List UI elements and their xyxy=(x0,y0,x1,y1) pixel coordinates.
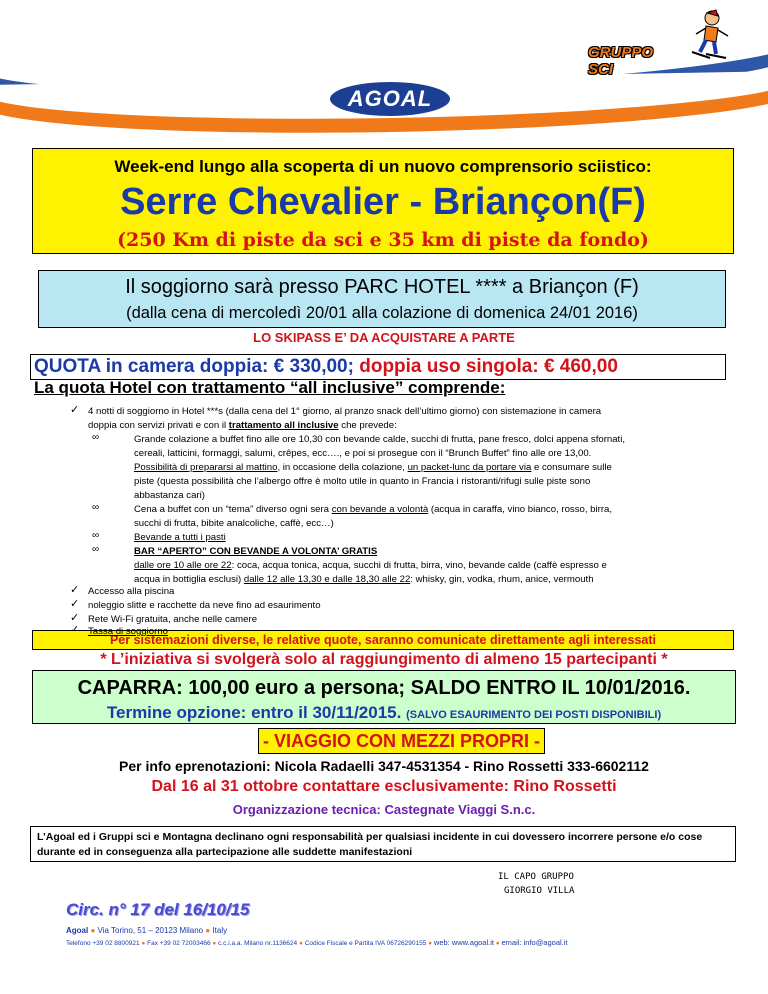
list-item: noleggio slitte e racchette da neve fino ad esaurimento xyxy=(88,600,321,611)
main-title: Serre Chevalier - Briançon(F) xyxy=(120,181,646,223)
sub-item-cont xyxy=(134,559,730,587)
skipass-note: LO SKIPASS E’ DA ACQUISTARE A PARTE xyxy=(253,330,515,345)
subtitle: Week-end lungo alla scoperta di un nuovo comprensorio sciistico: xyxy=(114,157,652,176)
list-item: Rete Wi-Fi gratuita, anche nelle camere xyxy=(88,614,258,625)
text: , in occasione della colazione, xyxy=(277,462,408,473)
text: (SALVO ESAURIMENTO DEI POSTI DISPONIBILI) xyxy=(406,709,662,721)
text: succhi di frutta, bibite analcoliche, caffè, ecc…) xyxy=(134,518,334,529)
text-mixed xyxy=(134,503,726,517)
footer-cciaa: c.c.i.a.a. Milano nr.1136624 xyxy=(218,940,298,947)
travel-note: - VIAGGIO CON MEZZI PROPRI - xyxy=(258,728,545,754)
quota-line xyxy=(34,356,618,378)
text-mixed xyxy=(134,573,730,587)
text: (acqua in caraffa, vino bianco, rosso, birra, xyxy=(428,504,613,515)
contact-info: Per info eprenotazioni: Nicola Radaelli 347-4531354 - Rino Rossetti 333-6602112 xyxy=(119,758,649,774)
diverse-note: Per sistemazioni diverse, le relative quote, saranno comunicate direttamente agli interessati xyxy=(32,630,734,650)
text: acqua in bottiglia esclusi) xyxy=(134,574,244,585)
header xyxy=(0,0,768,140)
min-participants-note: * L’iniziativa si svolgerà solo al raggiungimento di almeno 15 partecipanti * xyxy=(100,651,668,668)
payment-box xyxy=(32,670,736,724)
bullet-icon: ∞ xyxy=(92,544,100,555)
contact-exclusive: Dal 16 al 31 ottobre contattare esclusivamente: Rino Rossetti xyxy=(151,778,617,795)
price-single: € 460,00 xyxy=(543,356,618,377)
signature-name: GIORGIO VILLA xyxy=(504,886,575,896)
piste-info: (250 Km di piste da sci e 35 km di piste da fondo) xyxy=(117,229,649,251)
text: Termine opzione: entro il 30/11/2015. xyxy=(106,703,407,722)
single-label: doppia uso singola: xyxy=(353,356,544,377)
skier-icon xyxy=(676,6,736,66)
text-mixed xyxy=(134,461,726,475)
footer-email-link[interactable]: email: info@agoal.it xyxy=(501,938,568,947)
text: che prevede: xyxy=(338,420,397,431)
footer-street: Via Torino, 51 – 20123 Milano xyxy=(97,926,204,935)
quota-sep: ; xyxy=(347,356,354,377)
option-line xyxy=(33,703,735,723)
check-icon: ✓ xyxy=(70,598,80,610)
sub-item xyxy=(134,503,726,531)
dates-line: (dalla cena di mercoledì 20/01 alla colazione di domenica 24/01 2016) xyxy=(126,304,638,322)
list-item: Accesso alla piscina xyxy=(88,586,175,597)
price-double: € 330,00 xyxy=(273,356,348,377)
footer-cf: Codice Fiscale e Partita IVA 06726290155 xyxy=(304,940,427,947)
text: : coca, acqua tonica, acqua, succhi di frutta, birra, vino, bevande calde (caffè espresso e xyxy=(231,560,607,571)
text: cereali, latticini, formaggi, salumi, crêpes, ecc…., e poi si prosegue con il “Brunch Buffet” fino alle ore 13,00. xyxy=(134,448,592,459)
text: : whisky, gin, vodka, rhum, anice, vermouth xyxy=(410,574,594,585)
footer-address: Agoal ● Via Torino, 51 – 20123 Milano ● Italy xyxy=(66,926,228,935)
sub-item: BAR “APERTO” CON BEVANDE A VOLONTA’ GRATIS xyxy=(134,546,378,557)
organizer: Organizzazione tecnica: Castegnate Viaggi S.n.c. xyxy=(232,802,536,817)
text: abbastanza cari) xyxy=(134,490,205,501)
signature-title: IL CAPO GRUPPO xyxy=(498,872,574,882)
title-box xyxy=(32,148,734,254)
text-underlined: trattamento all inclusive xyxy=(228,420,339,431)
footer-contacts: Telefono +39 02 8800921 ● Fax +39 02 72003466 ● c.c.i.a.a. Milano nr.1136624 ● Codice Fiscale e Partita IVA 06726290155 ● web: www.agoal.it ● email: info@agoal.it xyxy=(66,938,568,947)
sub-item xyxy=(134,433,726,503)
text-underlined: dalle ore 10 alle ore 22 xyxy=(134,560,232,571)
text: Cena a buffet con un “tema” diverso ogni sera xyxy=(134,504,332,515)
text-underlined: con bevande a volontà xyxy=(331,504,429,515)
hotel-line: Il soggiorno sarà presso PARC HOTEL **** a Briançon (F) xyxy=(125,276,639,298)
text: Grande colazione a buffet fino alle ore 10,30 con bevande calde, succhi di frutta, pane fresco, dolci appena sfornati, xyxy=(134,434,626,445)
circular-number: Circ. n° 17 del 16/10/15 xyxy=(66,900,250,919)
footer-country: Italy xyxy=(212,926,228,935)
footer-tel: Telefono +39 02 8800921 xyxy=(66,940,140,947)
list-item: Tassa di soggiorno xyxy=(88,626,168,637)
caparra-line: CAPARRA: 100,00 euro a persona; SALDO ENTRO IL 10/01/2016. xyxy=(77,677,691,699)
quota-label: QUOTA in camera doppia: xyxy=(34,356,274,377)
disclaimer: L’Agoal ed i Gruppi sci e Montagna declinano ogni responsabilità per qualsiasi incidente in cui dovessero incorrere persone e/o cose durante ed in conseguenza alla partecipazione alle suddette manifestazioni xyxy=(30,826,736,862)
signature xyxy=(498,870,574,898)
footer-fax: Fax +39 02 72003466 xyxy=(147,940,211,947)
bullet-icon: ∞ xyxy=(92,432,100,443)
gruppo-sci-logo: GRUPPO SCI xyxy=(588,44,654,78)
text-underlined: dalle 12 alle 13,30 e dalle 18,30 alle 22 xyxy=(243,574,411,585)
check-icon: ✓ xyxy=(70,404,80,416)
text-underlined: un packet-lunc da portare via xyxy=(407,462,532,473)
text-mixed xyxy=(134,559,730,573)
text: piste (questa possibilità che l’albergo offre è molto utile in quanto in Francia i ristoranti/rifugi sulle piste sono xyxy=(134,476,591,487)
footer-web-link[interactable]: web: www.agoal.it xyxy=(433,938,494,947)
quota-includes-heading: La quota Hotel con trattamento “all inclusive” comprende: xyxy=(34,378,506,397)
list-item-cont xyxy=(88,419,397,433)
sub-item: Bevande a tutti i pasti xyxy=(134,532,226,543)
footer-name: Agoal xyxy=(66,926,89,935)
text-underlined: Possibilità di prepararsi al mattino xyxy=(134,462,278,473)
bullet-icon: ∞ xyxy=(92,530,100,541)
check-icon: ✓ xyxy=(70,612,80,624)
hotel-box xyxy=(38,270,726,328)
check-icon: ✓ xyxy=(70,584,80,596)
bullet-icon: ∞ xyxy=(92,502,100,513)
list-item: 4 notti di soggiorno in Hotel ***s (dalla cena del 1° giorno, al pranzo snack dell’ultimo giorno) con sistemazione in camera xyxy=(88,406,602,417)
text: e consumare sulle xyxy=(531,462,612,473)
agoal-logo: AGOAL xyxy=(330,82,450,116)
text: doppia con servizi privati e con il xyxy=(88,420,229,431)
